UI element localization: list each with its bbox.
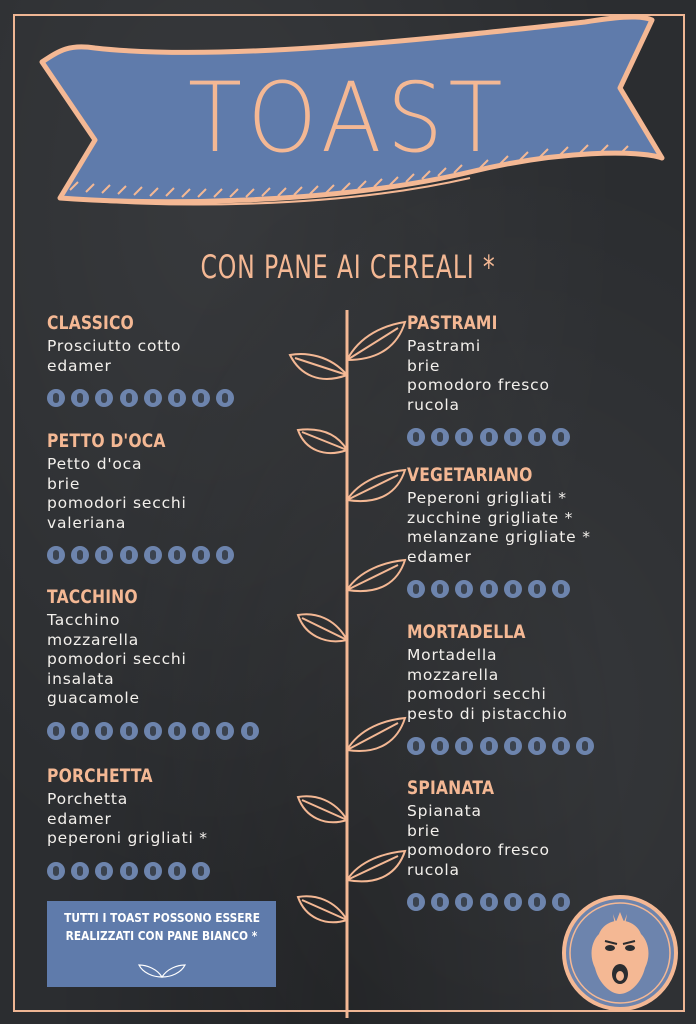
allergen-icon bbox=[455, 893, 473, 911]
allergen-icons bbox=[47, 722, 317, 740]
allergen-icon bbox=[480, 580, 498, 598]
allergen-icons bbox=[407, 580, 677, 598]
allergen-icon bbox=[95, 389, 113, 407]
allergen-icons bbox=[47, 862, 317, 880]
note-line: TUTTI I TOAST POSSONO ESSERE bbox=[64, 910, 261, 925]
allergen-icon bbox=[407, 580, 425, 598]
ingredient: edamer bbox=[47, 356, 112, 375]
allergen-icon bbox=[168, 862, 186, 880]
allergen-icon bbox=[120, 389, 138, 407]
allergen-icon bbox=[71, 862, 89, 880]
ingredient: insalata bbox=[47, 669, 115, 688]
allergen-icon bbox=[528, 580, 546, 598]
leaf-icon bbox=[137, 959, 187, 979]
allergen-icon bbox=[95, 862, 113, 880]
allergen-icon bbox=[431, 428, 449, 446]
ingredient: Mortadella bbox=[407, 646, 498, 664]
allergen-icon bbox=[504, 893, 522, 911]
allergen-icon bbox=[241, 722, 259, 740]
allergen-icon bbox=[576, 737, 594, 755]
ingredient: rucola bbox=[407, 395, 460, 414]
allergen-icon bbox=[47, 862, 65, 880]
item-name: CLASSICO bbox=[47, 312, 134, 334]
allergen-icon bbox=[528, 893, 546, 911]
item-name: PORCHETTA bbox=[47, 765, 153, 787]
gorilla-logo-icon bbox=[561, 894, 679, 1012]
ingredient: pesto di pistacchio bbox=[407, 704, 568, 723]
page-subtitle: CON PANE AI CEREALI * bbox=[200, 248, 496, 286]
allergen-icon bbox=[552, 737, 570, 755]
ingredient: pomodoro fresco bbox=[407, 376, 550, 395]
ingredient: pomodori secchi bbox=[407, 685, 547, 704]
ingredient: brie bbox=[407, 356, 441, 375]
allergen-icon bbox=[47, 722, 65, 740]
ingredient: Tacchino bbox=[47, 611, 121, 629]
menu-item-spianata bbox=[407, 776, 677, 911]
ingredient: guacamole bbox=[47, 689, 140, 708]
ingredient: Peperoni grigliati * bbox=[407, 489, 567, 507]
ingredient: brie bbox=[47, 474, 81, 493]
allergen-icon bbox=[216, 546, 234, 564]
allergen-icon bbox=[95, 722, 113, 740]
item-name: SPIANATA bbox=[407, 777, 495, 799]
ingredient: pomodoro fresco bbox=[407, 841, 550, 860]
menu-item-classico bbox=[47, 311, 317, 407]
ingredient: Spianata bbox=[407, 802, 482, 820]
ingredient: edamer bbox=[407, 547, 472, 566]
menu-item-tacchino bbox=[47, 585, 317, 740]
allergen-icon bbox=[455, 428, 473, 446]
allergen-icon bbox=[407, 428, 425, 446]
allergen-icon bbox=[504, 580, 522, 598]
ingredient: valeriana bbox=[47, 513, 127, 532]
allergen-icon bbox=[528, 428, 546, 446]
ingredient: melanzane grigliate * bbox=[407, 528, 591, 547]
allergen-icon bbox=[71, 389, 89, 407]
allergen-icon bbox=[192, 722, 210, 740]
ingredient: Pastrami bbox=[407, 337, 481, 355]
allergen-icon bbox=[120, 862, 138, 880]
allergen-icon bbox=[407, 737, 425, 755]
allergen-icon bbox=[120, 546, 138, 564]
allergen-icon bbox=[192, 389, 210, 407]
allergen-icon bbox=[71, 546, 89, 564]
item-name: MORTADELLA bbox=[407, 621, 526, 643]
allergen-icon bbox=[120, 722, 138, 740]
ingredient: Petto d'oca bbox=[47, 455, 143, 473]
ingredient: pomodori secchi bbox=[47, 494, 187, 513]
menu-item-vegetariano bbox=[407, 463, 677, 598]
ingredient: peperoni grigliati * bbox=[47, 829, 208, 848]
allergen-icon bbox=[455, 737, 473, 755]
ingredient: rucola bbox=[407, 860, 460, 879]
ingredient: edamer bbox=[47, 809, 112, 828]
page-title: TOAST bbox=[188, 62, 508, 174]
allergen-icon bbox=[431, 893, 449, 911]
allergen-icon bbox=[407, 893, 425, 911]
allergen-icon bbox=[480, 893, 498, 911]
note-line: REALIZZATI CON PANE BIANCO * bbox=[65, 928, 258, 943]
allergen-icon bbox=[144, 389, 162, 407]
ingredient: pomodori secchi bbox=[47, 650, 187, 669]
item-name: VEGETARIANO bbox=[407, 464, 533, 486]
allergen-icon bbox=[455, 580, 473, 598]
allergen-icon bbox=[168, 546, 186, 564]
allergen-icon bbox=[504, 737, 522, 755]
allergen-icon bbox=[480, 737, 498, 755]
allergen-icons bbox=[47, 546, 317, 564]
allergen-icon bbox=[71, 722, 89, 740]
allergen-icon bbox=[552, 580, 570, 598]
allergen-icons bbox=[407, 428, 677, 446]
allergen-icon bbox=[192, 546, 210, 564]
allergen-icon bbox=[528, 737, 546, 755]
item-name: PETTO D'OCA bbox=[47, 430, 166, 452]
allergen-icon bbox=[480, 428, 498, 446]
allergen-icon bbox=[431, 580, 449, 598]
allergen-icon bbox=[95, 546, 113, 564]
allergen-icons bbox=[407, 737, 677, 755]
allergen-icon bbox=[431, 737, 449, 755]
allergen-icon bbox=[504, 428, 522, 446]
ingredient: mozzarella bbox=[407, 665, 500, 684]
ingredient: brie bbox=[407, 821, 441, 840]
allergen-icon bbox=[216, 389, 234, 407]
allergen-icon bbox=[192, 862, 210, 880]
allergen-icon bbox=[552, 428, 570, 446]
allergen-icon bbox=[168, 722, 186, 740]
allergen-icon bbox=[144, 862, 162, 880]
allergen-icons bbox=[47, 389, 317, 407]
ingredient: mozzarella bbox=[47, 630, 140, 649]
allergen-icon bbox=[144, 722, 162, 740]
item-name: TACCHINO bbox=[47, 586, 138, 608]
allergen-icon bbox=[47, 546, 65, 564]
ingredient: Porchetta bbox=[47, 790, 129, 808]
menu-item-mortadella bbox=[407, 620, 677, 755]
allergen-icon bbox=[144, 546, 162, 564]
menu-item-porchetta bbox=[47, 764, 317, 880]
allergen-icon bbox=[47, 389, 65, 407]
ingredient: Prosciutto cotto bbox=[47, 337, 182, 355]
ingredient: zucchine grigliate * bbox=[407, 508, 574, 527]
menu-item-petto-doca bbox=[47, 429, 317, 564]
item-name: PASTRAMI bbox=[407, 312, 498, 334]
allergen-icon bbox=[216, 722, 234, 740]
menu-item-pastrami bbox=[407, 311, 677, 446]
white-bread-note bbox=[47, 901, 276, 987]
allergen-icon bbox=[168, 389, 186, 407]
